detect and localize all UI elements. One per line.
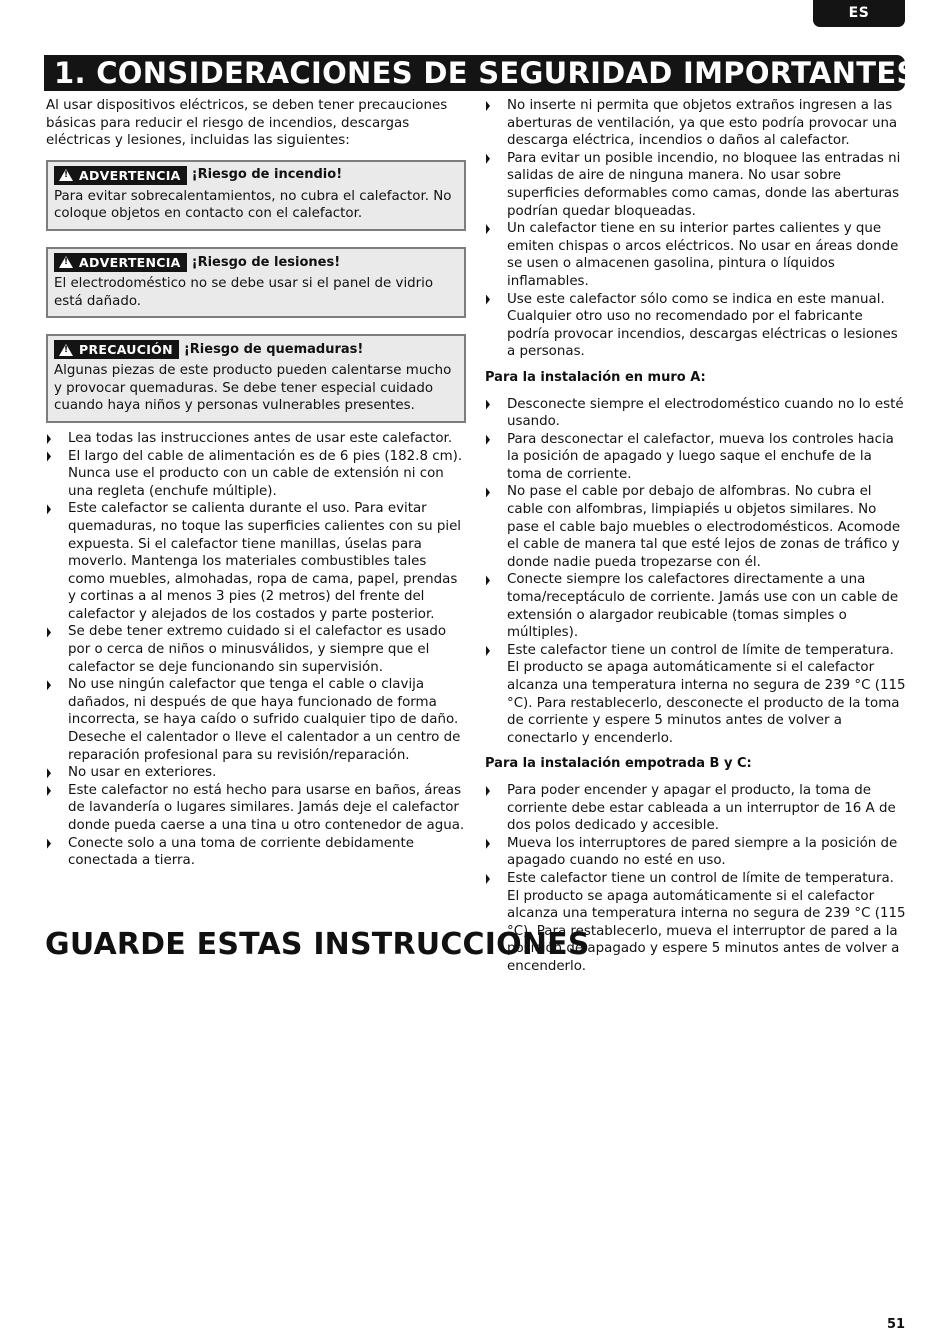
list-item: El largo del cable de alimentación es de 6 pies (182.8 cm). Nunca use el producto con un cable de extensión ni con una regleta (enchufe múltiple). (46, 448, 466, 501)
left-column (46, 97, 466, 870)
injury-warning-box (46, 247, 466, 318)
bullet-arrow-icon (486, 874, 490, 884)
bullet-arrow-icon (486, 575, 490, 585)
list-item: Este calefactor tiene un control de límite de temperatura. El producto se apaga automáticamente si el calefactor alcanza una temperatura interna no segura de 239 °C (115 °C). Para restablecerlo, desconecte el producto de la toma de corriente y espere 5 minutos antes de volver a conectarlo y encenderlo. (485, 642, 908, 748)
notice-title: ¡Riesgo de quemaduras! (183, 341, 364, 357)
list-item: Lea todas las instrucciones antes de usar este calefactor. (46, 430, 466, 448)
bullet-arrow-icon (47, 452, 51, 462)
list-item: Mueva los interruptores de pared siempre a la posición de apagado cuando no esté en uso. (485, 835, 908, 870)
list-item: Este calefactor tiene un control de límite de temperatura. El producto se apaga automáticamente si el calefactor alcanza una temperatura interna no segura de 239 °C (115 °C). Para restablecerlo, mueva el interruptor de pared a la posición de apagado y espere 5 minutos antes de volver a encenderlo. (485, 870, 908, 976)
bullet-arrow-icon (47, 680, 51, 690)
bullet-arrow-icon (486, 101, 490, 111)
list-item: Se debe tener extremo cuidado si el calefactor es usado por o cerca de niños o minusválidos, y siempre que el calefactor se deje funcionando sin supervisión. (46, 623, 466, 676)
warning-triangle-icon (59, 256, 73, 268)
list-item: Para desconectar el calefactor, mueva los controles hacia la posición de apagado y luego saque el enchufe de la toma de corriente. (485, 431, 908, 484)
bullet-arrow-icon (47, 627, 51, 637)
notice-label: PRECAUCIÓN (79, 342, 173, 358)
list-item: Conecte siempre los calefactores directamente a una toma/receptáculo de corriente. Jamás use con un cable de extensión o alargador reubicable (tomas simples o múltiples). (485, 571, 908, 641)
bullet-arrow-icon (47, 786, 51, 796)
wall-install-heading: Para la instalación en muro A: (485, 369, 706, 385)
bullet-arrow-icon (486, 295, 490, 305)
language-tab: ES (813, 0, 905, 27)
notice-title: ¡Riesgo de incendio! (191, 167, 343, 183)
page-number: 51 (887, 1317, 906, 1332)
bullet-arrow-icon (486, 786, 490, 796)
list-item: No use ningún calefactor que tenga el cable o clavija dañados, ni después de que haya funcionado de forma incorrecta, se haya caído o sufrido cualquier tipo de daño. Deseche el calentador o lleve el calentador a un centro de reparación profesional para su revisión/reparación. (46, 676, 466, 764)
bullet-arrow-icon (486, 487, 490, 497)
bullet-arrow-icon (486, 839, 490, 849)
notice-text: Para evitar sobrecalentamientos, no cubra el calefactor. No coloque objetos en contacto con el calefactor. (54, 188, 452, 222)
wall-install-list (485, 396, 908, 748)
bullet-arrow-icon (47, 768, 51, 778)
notice-text: El electrodoméstico no se debe usar si el panel de vidrio está dañado. (54, 275, 434, 309)
bullet-arrow-icon (486, 435, 490, 445)
recessed-install-heading: Para la instalación empotrada B y C: (485, 756, 752, 772)
right-column (485, 97, 908, 976)
warning-triangle-icon (59, 169, 73, 181)
notice-text: Algunas piezas de este producto pueden calentarse mucho y provocar quemaduras. Se debe tener especial cuidado cuando haya niños y personas vulnerables presentes. (54, 363, 452, 414)
list-item: Para evitar un posible incendio, no bloquee las entradas ni salidas de aire de ninguna manera. No usar sobre superficies deformables como camas, donde las aberturas podrían quedar bloqueadas. (485, 150, 908, 220)
notice-label: ADVERTENCIA (79, 167, 181, 183)
notice-label: ADVERTENCIA (79, 254, 181, 270)
left-bullet-list (46, 430, 466, 870)
right-bullet-list (485, 97, 908, 361)
bullet-arrow-icon (47, 839, 51, 849)
list-item: Este calefactor se calienta durante el uso. Para evitar quemaduras, no toque las superficies calientes con su piel expuesta. Si el calefactor tiene manillas, úselas para moverlo. Mantenga los materiales combustibles tales como muebles, almohadas, ropa de cama, papel, prendas y cortinas a al menos 3 pies (2 metros) del frente del calefactor y alejados de los costados y parte posterior. (46, 500, 466, 623)
bullet-arrow-icon (486, 154, 490, 164)
list-item: Use este calefactor sólo como se indica en este manual. Cualquier otro uso no recomendado por el fabricante podría provocar incendios, descargas eléctricas o lesiones a personas. (485, 291, 908, 361)
save-instructions-heading: GUARDE ESTAS INSTRUCCIONES (45, 927, 590, 962)
fire-warning-box (46, 160, 466, 231)
burn-caution-box (46, 334, 466, 423)
list-item: No inserte ni permita que objetos extraños ingresen a las aberturas de ventilación, ya que esto podría provocar una descarga eléctrica, incendios o daños al calefactor. (485, 97, 908, 150)
bullet-arrow-icon (486, 400, 490, 410)
warning-triangle-icon (59, 344, 73, 356)
list-item: Un calefactor tiene en su interior partes calientes y que emiten chispas o arcos eléctricos. No usar en áreas donde se usen o almacenen gasolina, pintura o líquidos inflamables. (485, 220, 908, 290)
list-item: Este calefactor no está hecho para usarse en baños, áreas de lavandería o lugares similares. Jamás deje el calefactor donde pueda caerse a una tina u otro contenedor de agua. (46, 782, 466, 835)
list-item: No pase el cable por debajo de alfombras. No cubra el cable con alfombras, limpiapiés u objetos similares. No pase el cable bajo muebles o electrodomésticos. Acomode el cable de manera tal que esté lejos de zonas de tráfico y donde nadie pueda tropezarse con él. (485, 483, 908, 571)
bullet-arrow-icon (47, 434, 51, 444)
notice-title: ¡Riesgo de lesiones! (191, 254, 341, 270)
bullet-arrow-icon (47, 504, 51, 514)
list-item: Para poder encender y apagar el producto, la toma de corriente debe estar cableada a un interruptor de 16 A de dos polos dedicado y accesible. (485, 782, 908, 835)
bullet-arrow-icon (486, 646, 490, 656)
intro-paragraph: Al usar dispositivos eléctricos, se deben tener precauciones básicas para reducir el riesgo de incendios, descargas eléctricas y lesiones, incluidas las siguientes: (46, 98, 448, 149)
bullet-arrow-icon (486, 224, 490, 234)
list-item: Desconecte siempre el electrodoméstico cuando no lo esté usando. (485, 396, 908, 431)
list-item: Conecte solo a una toma de corriente debidamente conectada a tierra. (46, 835, 466, 870)
section-title: 1. CONSIDERACIONES DE SEGURIDAD IMPORTANTES (44, 55, 905, 91)
list-item: No usar en exteriores. (46, 764, 466, 782)
